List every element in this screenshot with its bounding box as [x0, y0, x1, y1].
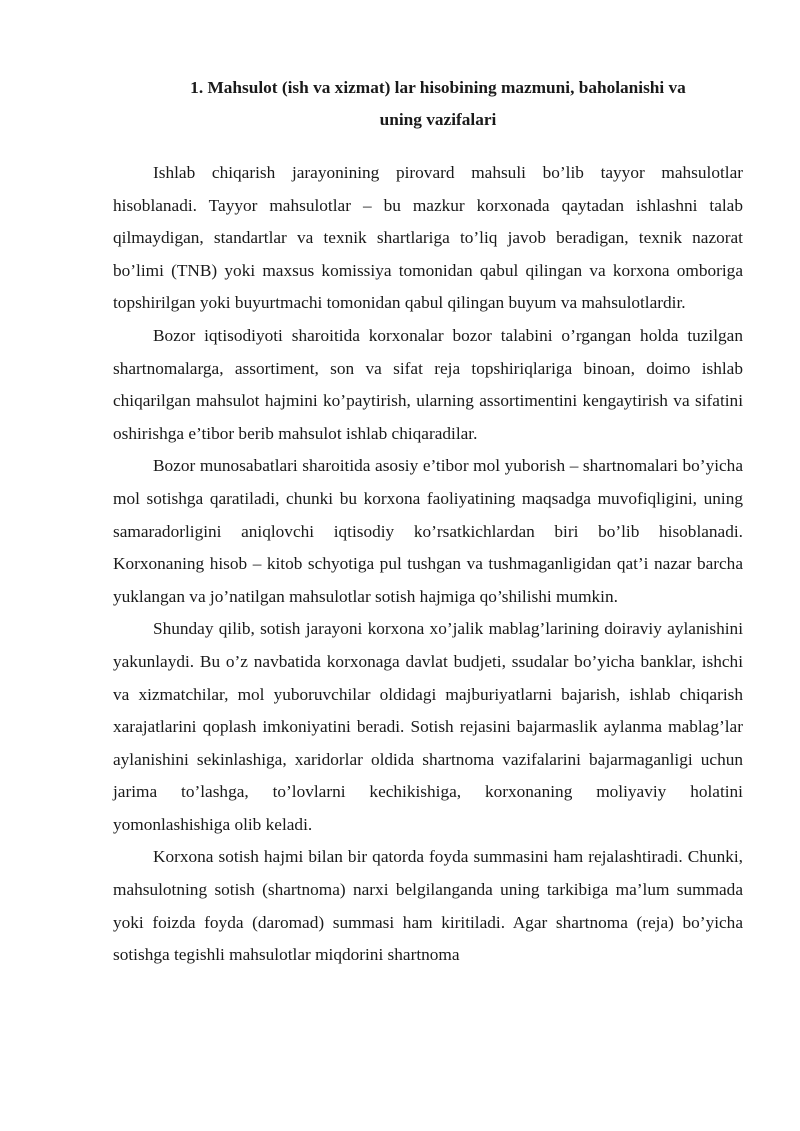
document-page: [113, 72, 743, 972]
paragraph-1: Ishlab chiqarish jarayonining pirovard mahsuli bo’lib tayyor mahsulotlar hisoblanadi. Tayyor mahsulotlar – bu mazkur korxonada qaytadan ishlashni talab qilmaydigan, standartlar va texnik shartlariga to’liq javob beradigan, texnik nazorat bo’limi (TNB) yoki maxsus komissiya tomonidan qabul qilingan va korxona omboriga topshirilgan yoki buyurtmachi tomonidan qabul qilingan buyum va mahsulotlardir.: [113, 163, 743, 313]
heading-line-2: uning vazifalari: [379, 110, 497, 129]
paragraph-3: Bozor munosabatlari sharoitida asosiy e’tibor mol yuborish – shartnomalari bo’yicha mol sotishga qaratiladi, chunki bu korxona faoliyatining maqsadga muvofiqligini, uning samaradorligini aniqlovchi iqtisodiy ko’rsatkichlardan biri bo’lib hisoblanadi. Korxonaning hisob – kitob schyotiga pul tushgan va tushmaganligidan qat’i nazar barcha yuklangan va jo’natilgan mahsulotlar sotish hajmiga qo’shilishi mumkin.: [113, 456, 743, 606]
paragraph-2: Bozor iqtisodiyoti sharoitida korxonalar bozor talabini o’rgangan holda tuzilgan shartnomalarga, assortiment, son va sifat reja topshiriqlariga binoan, doimo ishlab chiqarilgan mahsulot hajmini ko’paytirish, ularning assortimentini kengaytirish va sifatini oshirishga e’tibor berib mahsulot ishlab chiqaradilar.: [113, 325, 743, 443]
section-heading: [113, 72, 743, 136]
paragraph-5: Korxona sotish hajmi bilan bir qatorda foyda summasini ham rejalashtiradi. Chunki, mahsulotning sotish (shartnoma) narxi belgilanganda uning tarkibiga ma’lum summada yoki foizda foyda (daromad) summasi ham kiritiladi. Agar shartnoma (reja) bo’yicha sotishga tegishli mahsulotlar miqdorini shartnoma: [113, 847, 743, 965]
heading-line-1: 1. Mahsulot (ish va xizmat) lar hisobining mazmuni, baholanishi va: [190, 78, 686, 97]
paragraph-4: Shunday qilib, sotish jarayoni korxona xo’jalik mablag’larining doiraviy aylanishini yakunlaydi. Bu o’z navbatida korxonaga davlat budjeti, ssudalar bo’yicha banklar, ishchi va xizmatchilar, mol yuboruvchilar oldidagi majburiyatlarni bajarish, ishlab chiqarish xarajatlarini qoplash imkoniyatini beradi. Sotish rejasini bajarmaslik aylanma mablag’lar aylanishini sekinlashiga, xaridorlar oldida shartnoma vazifalarini bajarmaganligi uchun jarima to’lashga, to’lovlarni kechikishiga, korxonaning moliyaviy holatini yomonlashishiga olib keladi.: [113, 619, 743, 834]
